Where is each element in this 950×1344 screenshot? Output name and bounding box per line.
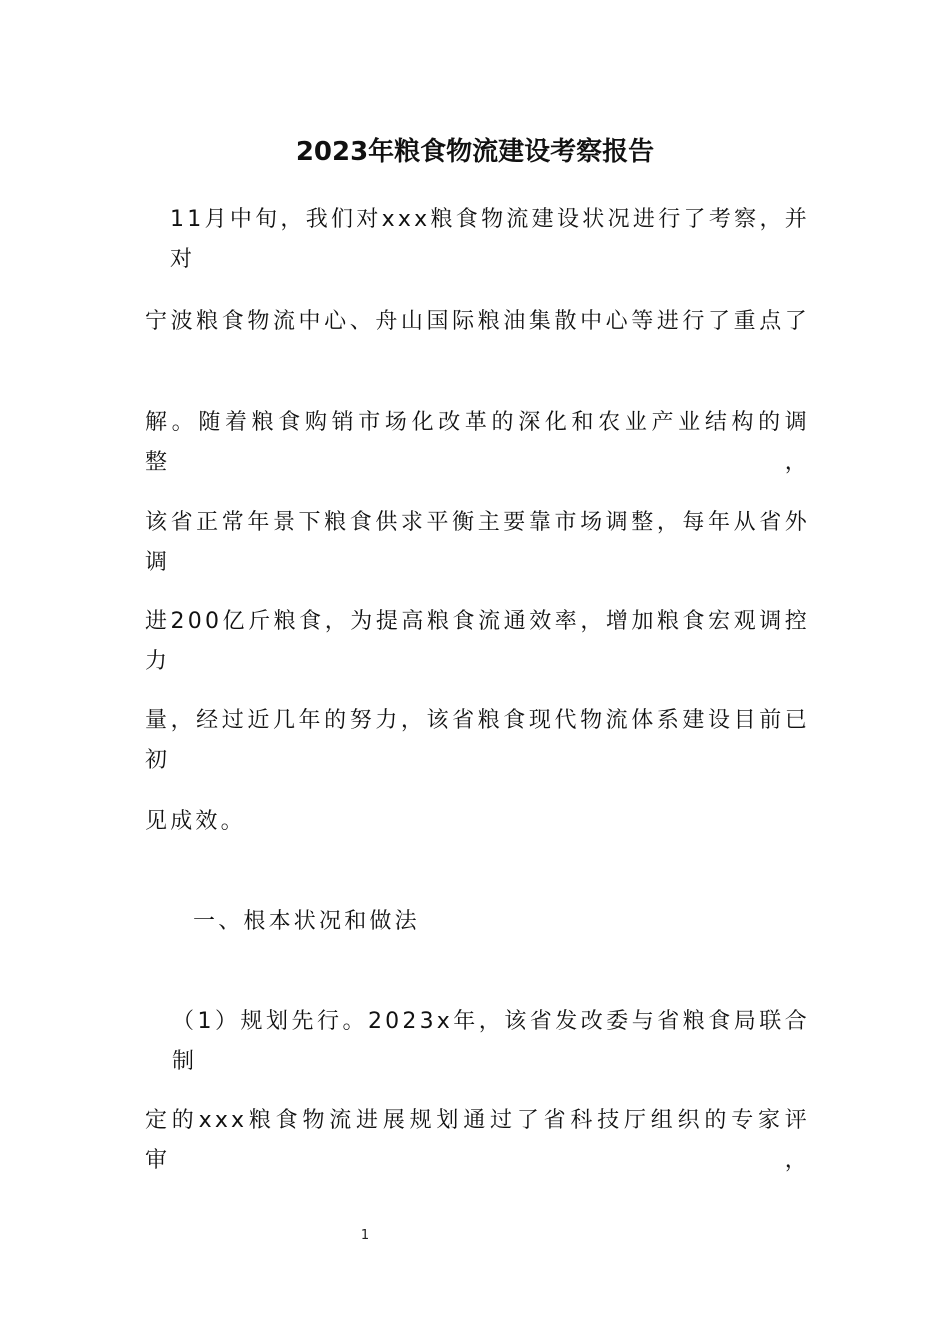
paragraph-line-3: 解。随着粮食购销市场化改革的深化和农业产业结构的调整，	[145, 410, 810, 475]
paragraph-line-1: 11月中旬，我们对xxx粮食物流建设状况进行了考察，并对	[170, 207, 810, 272]
page-number: 1	[360, 1228, 370, 1243]
paragraph-line-6: 量，经过近几年的努力，该省粮食现代物流体系建设目前已初	[145, 708, 810, 773]
paragraph-line-4: 该省正常年景下粮食供求平衡主要靠市场调整，每年从省外调	[145, 510, 810, 575]
document-title: 2023年粮食物流建设考察报告	[295, 137, 655, 167]
paragraph-line-5: 进200亿斤粮食，为提高粮食流通效率，增加粮食宏观调控力	[145, 609, 810, 674]
paragraph-line-9: （1）规划先行。2023x年，该省发改委与省粮食局联合制	[172, 1009, 810, 1074]
section-heading: 一、根本状况和做法	[193, 909, 420, 934]
paragraph-line-2: 宁波粮食物流中心、舟山国际粮油集散中心等进行了重点了	[145, 309, 810, 334]
paragraph-line-10: 定的xxx粮食物流进展规划通过了省科技厅组织的专家评审，	[145, 1108, 810, 1173]
paragraph-line-7: 见成效。	[145, 809, 246, 834]
